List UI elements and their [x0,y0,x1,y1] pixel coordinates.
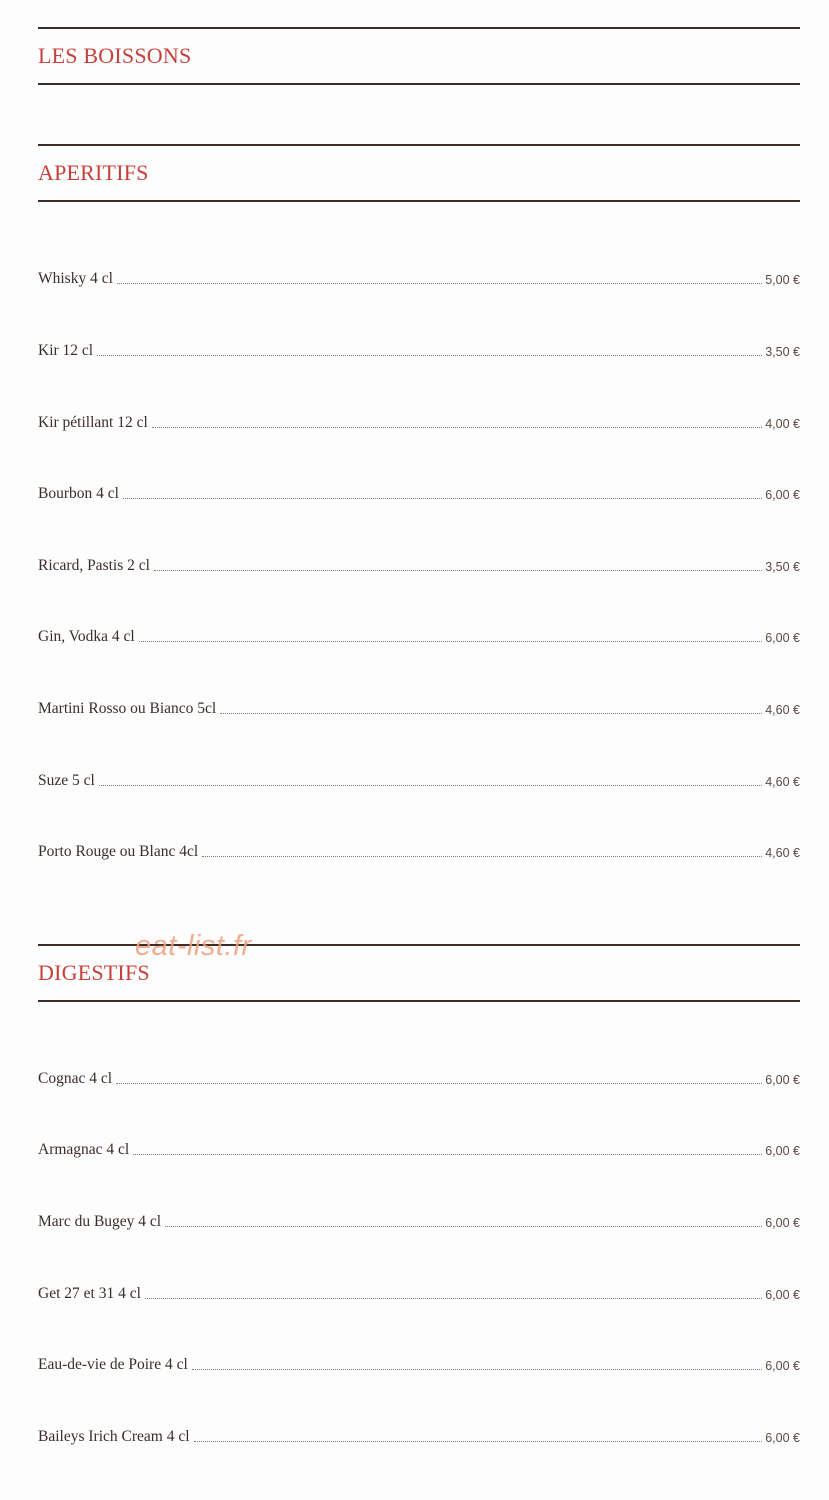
dot-leader [116,1082,762,1084]
dot-leader [99,784,762,786]
dot-leader [139,640,763,642]
menu-item [38,1207,800,1231]
item-name: Armagnac 4 cl [38,1141,130,1158]
item-name: Martini Rosso ou Bianco 5cl [38,700,217,717]
item-name: Get 27 et 31 4 cl [38,1285,141,1302]
dot-leader [194,1440,763,1442]
dot-leader [97,354,762,356]
menu-item [38,1422,800,1446]
item-price: 4,60 € [765,846,800,860]
item-price: 6,00 € [765,1288,800,1302]
item-name: Ricard, Pastis 2 cl [38,557,150,574]
item-name: Marc du Bugey 4 cl [38,1213,162,1230]
item-name: Baileys Irich Cream 4 cl [38,1428,190,1445]
digestifs-title: DIGESTIFS [38,960,150,985]
dot-leader [154,569,762,571]
item-price: 3,50 € [765,560,800,574]
dot-leader [220,712,762,714]
item-price: 6,00 € [765,1359,800,1373]
item-name: Porto Rouge ou Blanc 4cl [38,843,199,860]
menu-item [38,479,800,503]
menu-item [38,551,800,575]
menu-item [38,1064,800,1088]
item-name: Gin, Vodka 4 cl [38,628,135,645]
menu-item [38,622,800,646]
dot-leader [145,1297,762,1299]
item-price: 6,00 € [765,1431,800,1445]
item-price: 5,00 € [765,273,800,287]
item-price: 6,00 € [765,488,800,502]
menu-item [38,1279,800,1303]
menu-item [38,694,800,718]
menu-item [38,336,800,360]
item-name: Kir 12 cl [38,342,94,359]
dot-leader [202,855,762,857]
dot-leader [133,1153,762,1155]
item-price: 6,00 € [765,1216,800,1230]
item-price: 6,00 € [765,1144,800,1158]
item-name: Cognac 4 cl [38,1070,113,1087]
item-name: Bourbon 4 cl [38,485,119,502]
menu-title: LES BOISSONS [38,43,192,68]
menu-item [38,1135,800,1159]
menu-item [38,408,800,432]
menu-item [38,1350,800,1374]
item-price: 6,00 € [765,1073,800,1087]
dot-leader [165,1225,762,1227]
item-price: 4,00 € [765,417,800,431]
dot-leader [152,426,762,428]
menu-item [38,264,800,288]
dot-leader [117,282,762,284]
item-name: Whisky 4 cl [38,270,113,287]
item-price: 4,60 € [765,703,800,717]
menu-title-header [38,27,800,85]
item-name: Kir pétillant 12 cl [38,414,148,431]
aperitifs-title: APERITIFS [38,160,149,185]
menu-item [38,766,800,790]
item-price: 3,50 € [765,345,800,359]
item-name: Suze 5 cl [38,772,95,789]
watermark: eat-list.fr [135,930,252,962]
dot-leader [192,1368,762,1370]
item-price: 6,00 € [765,631,800,645]
item-price: 4,60 € [765,775,800,789]
dot-leader [123,497,762,499]
aperitifs-header [38,144,800,202]
item-name: Eau-de-vie de Poire 4 cl [38,1356,188,1373]
menu-item [38,837,800,861]
